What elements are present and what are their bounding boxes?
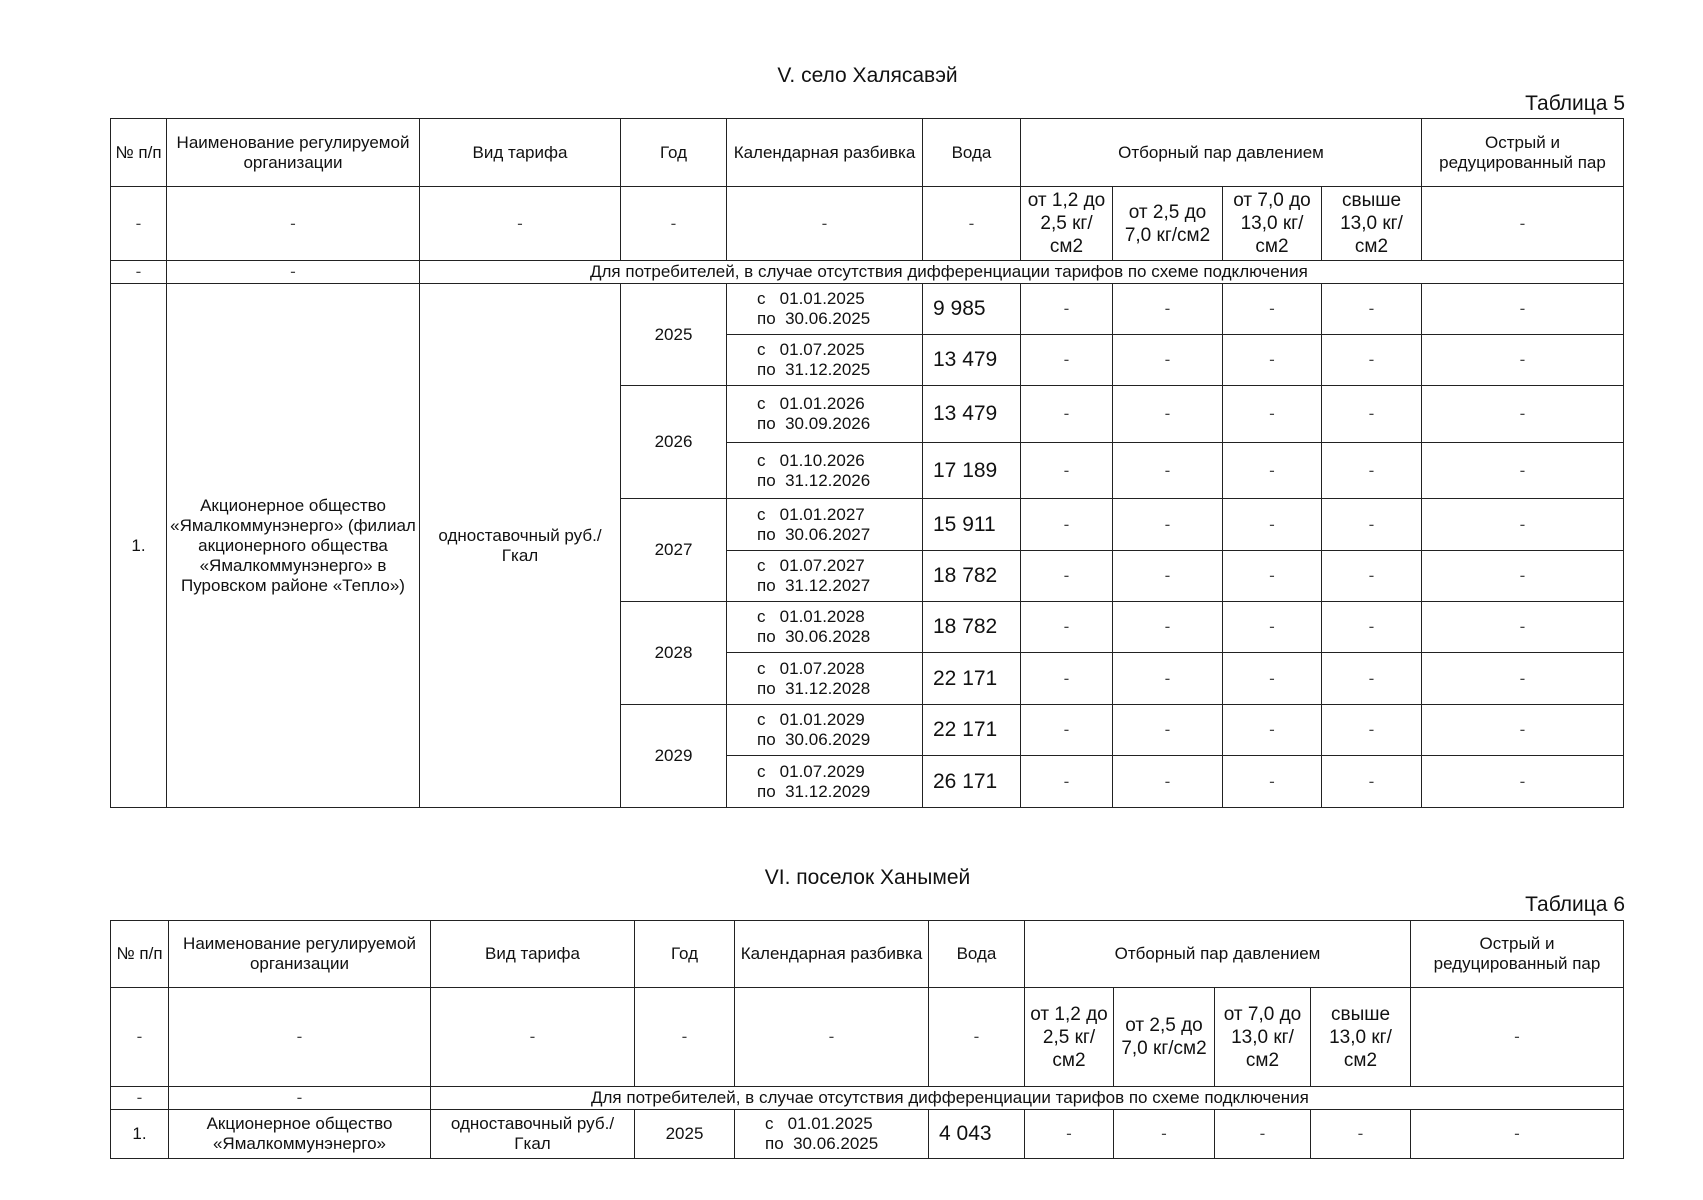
water-value: 26 171	[923, 756, 1021, 808]
dash-cell: -	[1021, 335, 1113, 386]
header-org: Наименование регулируемой организации	[169, 921, 431, 988]
tariff-table-5	[110, 118, 1624, 808]
dash-cell: -	[1113, 551, 1223, 602]
calendar-period: с 01.10.2026 по 31.12.2026	[727, 443, 923, 499]
consumers-note: Для потребителей, в случае отсутствия дифференциации тарифов по схеме подключения	[420, 261, 1624, 284]
header-water: Вода	[923, 119, 1021, 187]
year-cell: 2025	[635, 1110, 735, 1159]
dash-cell: -	[167, 187, 420, 261]
water-value: 18 782	[923, 602, 1021, 653]
header-pressure-3: от 7,0 до 13,0 кг/см2	[1215, 988, 1311, 1087]
dash-cell: -	[1021, 551, 1113, 602]
dash-cell: -	[1021, 443, 1113, 499]
dash-cell: -	[635, 988, 735, 1087]
dash-cell: -	[1322, 602, 1422, 653]
header-pressure-2: от 2,5 до 7,0 кг/см2	[1113, 187, 1223, 261]
dash-cell: -	[1113, 386, 1223, 443]
water-value: 9 985	[923, 284, 1021, 335]
water-value: 17 189	[923, 443, 1021, 499]
dash-cell: -	[1223, 705, 1322, 756]
dash-cell: -	[1113, 705, 1223, 756]
consumers-note: Для потребителей, в случае отсутствия дифференциации тарифов по схеме подключения	[431, 1087, 1624, 1110]
header-pressure-2: от 2,5 до 7,0 кг/см2	[1114, 988, 1215, 1087]
header-num: № п/п	[111, 921, 169, 988]
year-cell: 2029	[621, 705, 727, 808]
header-calendar: Календарная разбивка	[735, 921, 929, 988]
dash-cell: -	[1422, 335, 1624, 386]
dash-cell: -	[1311, 1110, 1411, 1159]
dash-cell: -	[1411, 988, 1624, 1087]
calendar-period: с 01.01.2027 по 30.06.2027	[727, 499, 923, 551]
dash-cell: -	[621, 187, 727, 261]
dash-cell: -	[1113, 653, 1223, 705]
header-row	[111, 921, 1624, 988]
dash-cell: -	[167, 261, 420, 284]
water-value: 22 171	[923, 705, 1021, 756]
dash-cell: -	[1021, 756, 1113, 808]
data-row	[111, 284, 1624, 335]
dash-cell: -	[1422, 602, 1624, 653]
header-year: Год	[635, 921, 735, 988]
dash-cell: -	[1113, 335, 1223, 386]
header-calendar: Календарная разбивка	[727, 119, 923, 187]
dash-cell: -	[169, 1087, 431, 1110]
dash-cell: -	[1422, 653, 1624, 705]
dash-cell: -	[1021, 705, 1113, 756]
dash-cell: -	[1223, 653, 1322, 705]
subheader-row	[111, 187, 1624, 261]
dash-cell: -	[1021, 284, 1113, 335]
calendar-period: с 01.01.2029 по 30.06.2029	[727, 705, 923, 756]
header-steam: Отборный пар давлением	[1021, 119, 1422, 187]
dash-cell: -	[1422, 187, 1624, 261]
dash-cell: -	[727, 187, 923, 261]
dash-cell: -	[1223, 386, 1322, 443]
dash-cell: -	[169, 988, 431, 1087]
water-value: 4 043	[929, 1110, 1025, 1159]
header-year: Год	[621, 119, 727, 187]
organization-name: Акционерное общество «Ямалкоммунэнерго»	[169, 1110, 431, 1159]
dash-cell: -	[1223, 602, 1322, 653]
header-pressure-1: от 1,2 до 2,5 кг/см2	[1021, 187, 1113, 261]
tariff-type: одноставочный руб./Гкал	[420, 284, 621, 808]
dash-cell: -	[1322, 551, 1422, 602]
water-value: 18 782	[923, 551, 1021, 602]
subheader-row	[111, 988, 1624, 1087]
dash-cell: -	[1422, 756, 1624, 808]
calendar-period: с 01.01.2025 по 30.06.2025	[727, 284, 923, 335]
row-number: 1.	[111, 1110, 169, 1159]
header-tariff: Вид тарифа	[420, 119, 621, 187]
row-number: 1.	[111, 284, 167, 808]
dash-cell: -	[735, 988, 929, 1087]
data-row	[111, 1110, 1624, 1159]
table-5-label: Таблица 5	[1525, 92, 1625, 115]
dash-cell: -	[1223, 551, 1322, 602]
dash-cell: -	[1223, 443, 1322, 499]
year-cell: 2027	[621, 499, 727, 602]
dash-cell: -	[1114, 1110, 1215, 1159]
header-pressure-1: от 1,2 до 2,5 кг/см2	[1025, 988, 1114, 1087]
tariff-table-6	[110, 920, 1624, 1159]
dash-cell: -	[1422, 284, 1624, 335]
dash-cell: -	[923, 187, 1021, 261]
water-value: 13 479	[923, 335, 1021, 386]
header-sharp-steam: Острый и редуцированный пар	[1411, 921, 1624, 988]
header-tariff: Вид тарифа	[431, 921, 635, 988]
dash-cell: -	[1422, 705, 1624, 756]
dash-cell: -	[1113, 756, 1223, 808]
organization-name: Акционерное общество «Ямалкоммунэнерго» (филиал акционерного общества «Ямалкоммунэнерго» в Пуровском районе «Тепло»)	[167, 284, 420, 808]
calendar-period: с 01.01.2028 по 30.06.2028	[727, 602, 923, 653]
consumers-row	[111, 261, 1624, 284]
dash-cell: -	[1322, 443, 1422, 499]
header-sharp-steam: Острый и редуцированный пар	[1422, 119, 1624, 187]
header-pressure-3: от 7,0 до 13,0 кг/см2	[1223, 187, 1322, 261]
section-6-title: VI. поселок Ханымей	[764, 866, 971, 889]
dash-cell: -	[1422, 443, 1624, 499]
header-pressure-4: свыше 13,0 кг/см2	[1322, 187, 1422, 261]
dash-cell: -	[1422, 386, 1624, 443]
calendar-period: с 01.07.2025 по 31.12.2025	[727, 335, 923, 386]
dash-cell: -	[1021, 602, 1113, 653]
header-row	[111, 119, 1624, 187]
dash-cell: -	[1223, 335, 1322, 386]
dash-cell: -	[1021, 386, 1113, 443]
dash-cell: -	[1113, 443, 1223, 499]
dash-cell: -	[431, 988, 635, 1087]
dash-cell: -	[1322, 653, 1422, 705]
dash-cell: -	[1322, 284, 1422, 335]
dash-cell: -	[1411, 1110, 1624, 1159]
dash-cell: -	[420, 187, 621, 261]
header-steam: Отборный пар давлением	[1025, 921, 1411, 988]
dash-cell: -	[1322, 335, 1422, 386]
dash-cell: -	[1025, 1110, 1114, 1159]
calendar-period: с 01.07.2028 по 31.12.2028	[727, 653, 923, 705]
dash-cell: -	[1223, 499, 1322, 551]
dash-cell: -	[1322, 756, 1422, 808]
calendar-period: с 01.07.2029 по 31.12.2029	[727, 756, 923, 808]
dash-cell: -	[1113, 284, 1223, 335]
year-cell: 2025	[621, 284, 727, 386]
table-6-label: Таблица 6	[1525, 893, 1625, 916]
header-pressure-4: свыше 13,0 кг/см2	[1311, 988, 1411, 1087]
water-value: 13 479	[923, 386, 1021, 443]
dash-cell: -	[1021, 499, 1113, 551]
dash-cell: -	[111, 988, 169, 1087]
year-cell: 2026	[621, 386, 727, 499]
section-5-title: V. село Халясавэй	[777, 64, 958, 87]
header-org: Наименование регулируемой организации	[167, 119, 420, 187]
water-value: 22 171	[923, 653, 1021, 705]
dash-cell: -	[1322, 499, 1422, 551]
water-value: 15 911	[923, 499, 1021, 551]
dash-cell: -	[1113, 499, 1223, 551]
dash-cell: -	[1223, 756, 1322, 808]
dash-cell: -	[1215, 1110, 1311, 1159]
dash-cell: -	[1223, 284, 1322, 335]
dash-cell: -	[1021, 653, 1113, 705]
year-cell: 2028	[621, 602, 727, 705]
header-num: № п/п	[111, 119, 167, 187]
dash-cell: -	[111, 187, 167, 261]
dash-cell: -	[111, 1087, 169, 1110]
dash-cell: -	[1322, 705, 1422, 756]
consumers-row	[111, 1087, 1624, 1110]
calendar-period: с 01.07.2027 по 31.12.2027	[727, 551, 923, 602]
dash-cell: -	[1322, 386, 1422, 443]
calendar-period: с 01.01.2026 по 30.09.2026	[727, 386, 923, 443]
header-water: Вода	[929, 921, 1025, 988]
dash-cell: -	[111, 261, 167, 284]
calendar-period: с 01.01.2025 по 30.06.2025	[735, 1110, 929, 1159]
dash-cell: -	[1422, 499, 1624, 551]
dash-cell: -	[1422, 551, 1624, 602]
dash-cell: -	[1113, 602, 1223, 653]
tariff-type: одноставочный руб./Гкал	[431, 1110, 635, 1159]
dash-cell: -	[929, 988, 1025, 1087]
